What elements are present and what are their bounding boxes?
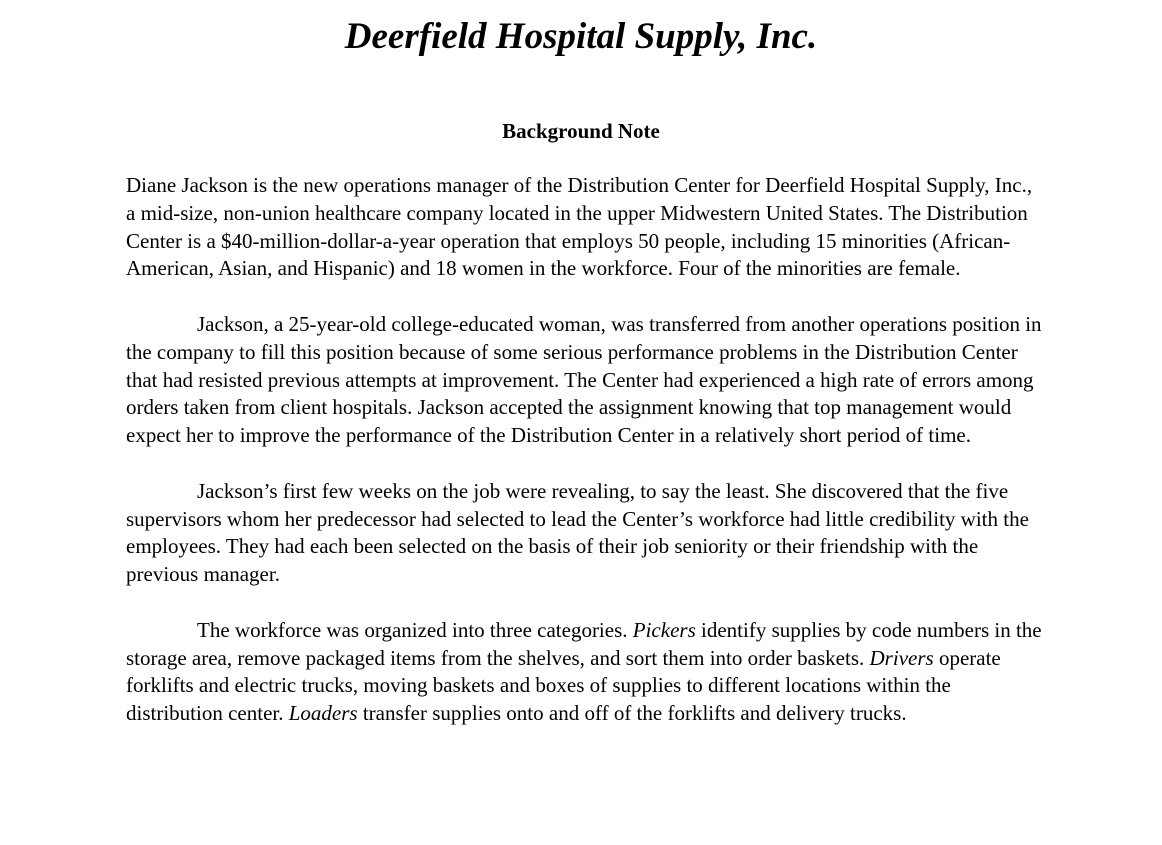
paragraph-text: transfer supplies onto and off of the forklifts and delivery trucks.: [357, 701, 907, 726]
paragraph-text: Diane Jackson is the new operations manager of the Distribution Center for Deerfield Hospital Supply, Inc., a mid-size, non-union healthcare company located in the upper Midwestern United States. The Distribution Center is a $40-million-dollar-a-year operation that employs 50 people, including 15 minorities (African-American, Asian, and Hispanic) and 18 women in the workforce. Four of the minorities are female.: [126, 173, 1033, 281]
term-pickers: Pickers: [632, 617, 696, 642]
document-subtitle: Background Note: [502, 119, 660, 143]
term-loaders: Loaders: [288, 701, 358, 726]
term-drivers: Drivers: [869, 645, 934, 670]
paragraph-3: [126, 478, 1046, 589]
paragraph-4: [126, 617, 1046, 728]
paragraph-text: operate forklifts and electric trucks, moving baskets and boxes of supplies to different locations within the distribution center.: [126, 645, 1001, 726]
paragraph-text: Jackson’s first few weeks on the job were revealing, to say the least. She discovered that the five supervisors whom her predecessor had selected to lead the Center’s workforce had little credibility with the employees. They had each been selected on the basis of their job seniority or their friendship with the previous manager.: [126, 478, 1029, 587]
document-title: Deerfield Hospital Supply, Inc.: [344, 16, 818, 57]
paragraph-text: Jackson, a 25-year-old college-educated woman, was transferred from another operations position in the company to fill this position because of some serious performance problems in the Distribution Center that had resisted previous attempts at improvement. The Center had experienced a high rate of errors among orders taken from client hospitals. Jackson accepted the assignment knowing that top management would expect her to improve the performance of the Distribution Center in a relatively short period of time.: [126, 311, 1042, 448]
document-body: [126, 172, 1046, 728]
paragraph-text: identify supplies by code numbers in the storage area, remove packaged items from the shelves, and sort them into order baskets.: [126, 617, 1042, 670]
paragraph-1: [126, 172, 1046, 283]
paragraph-text: The workforce was organized into three categories.: [197, 617, 633, 642]
paragraph-2: [126, 311, 1046, 450]
